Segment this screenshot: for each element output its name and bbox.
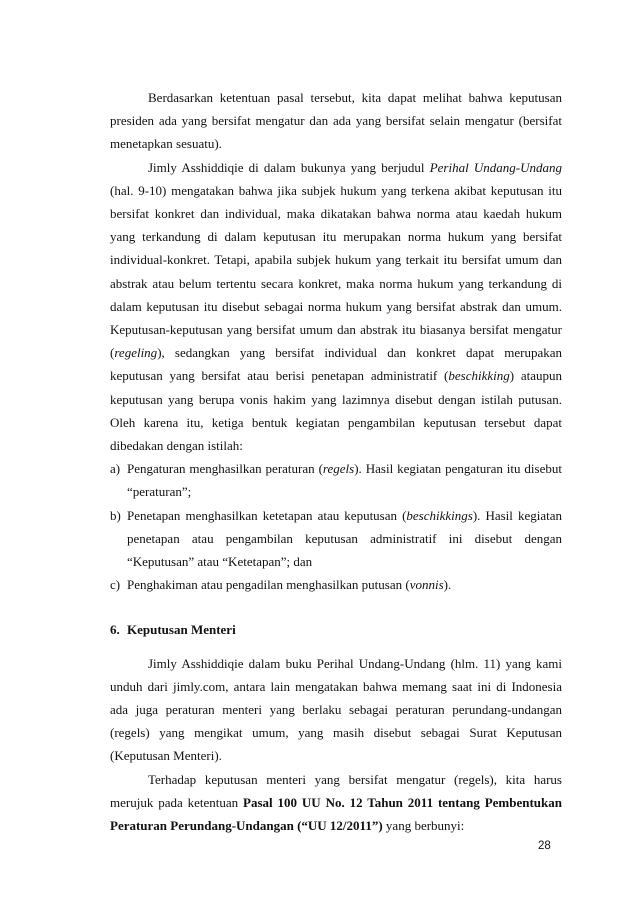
list-item-a: a) Pengaturan menghasilkan peraturan (regels). Hasil kegiatan pengaturan itu disebut “peraturan”; — [110, 457, 562, 503]
paragraph-jimly-norma: Jimly Asshiddiqie di dalam bukunya yang berjudul Perihal Undang-Undang (hal. 9-10) mengatakan bahwa jika subjek hukum yang terkena akibat keputusan itu bersifat konkret dan individual, maka dikatakan bahwa norma atau kaedah hukum yang terkandung di dalam keputusan itu merupakan norma hukum yang bersifat individual-konkret. Tetapi, apabila subjek hukum yang terkait itu bersifat umum dan abstrak atau belum tertentu secara konkret, maka norma hukum yang terkandung di dalam keputusan itu disebut sebagai norma hukum yang bersifat abstrak dan umum. Keputusan-keputusan yang bersifat umum dan abstrak itu biasanya bersifat mengatur (regeling), sedangkan yang bersifat individual dan konkret dapat merupakan keputusan yang bersifat atau berisi penetapan administratif (beschikking) ataupun keputusan yang berupa vonis hakim yang lazimnya disebut dengan istilah putusan. Oleh karena itu, ketiga bentuk kegiatan pengambilan keputusan tersebut dapat dibedakan dengan istilah: — [110, 159, 562, 454]
document-body — [110, 86, 562, 837]
paragraph-keputusan-presiden: Berdasarkan ketentuan pasal tersebut, kita dapat melihat bahwa keputusan presiden ada yang bersifat mengatur dan ada yang bersifat selain mengatur (bersifat menetapkan sesuatu). — [110, 90, 562, 152]
law-reference: Pasal 100 UU No. 12 Tahun 2011 tentang Pembentukan Peraturan Perundang-Undangan (“UU 12/2011”) — [110, 794, 562, 834]
term-beschikking: beschikking — [448, 368, 510, 384]
list-item-c: c) Penghakiman atau pengadilan menghasilkan putusan (vonnis). — [110, 573, 562, 596]
list-marker: c) — [110, 577, 121, 593]
section-heading — [110, 618, 562, 641]
section-number: 6. — [110, 622, 120, 638]
list-marker: b) — [110, 507, 121, 523]
book-title: Perihal Undang-Undang — [429, 159, 562, 175]
list-marker: a) — [110, 461, 121, 477]
section-title: Keputusan Menteri — [127, 622, 236, 638]
page-number: 28 — [538, 840, 551, 852]
term-regeling: regeling — [114, 345, 158, 361]
paragraph-pasal-100: Terhadap keputusan menteri yang bersifat mengatur (regels), kita harus merujuk pada ketentuan Pasal 100 UU No. 12 Tahun 2011 tentang Pembentukan Peraturan Perundang-Undangan (“UU 12/2011”) yang berbunyi: — [110, 771, 562, 834]
paragraph-peraturan-menteri: Jimly Asshiddiqie dalam buku Perihal Undang-Undang (hlm. 11) yang kami unduh dari jimly.com, antara lain mengatakan bahwa memang saat ini di Indonesia ada juga peraturan menteri yang berlaku sebagai peraturan perundang-undangan (regels) yang mengikat umum, yang masih disebut sebagai Surat Keputusan (Keputusan Menteri). — [110, 655, 562, 764]
list-item-b: b) Penetapan menghasilkan ketetapan atau keputusan (beschikkings). Hasil kegiatan penetapan atau pengambilan keputusan administratif ini disebut dengan “Keputusan” atau “Ketetapan”; dan — [110, 504, 562, 574]
